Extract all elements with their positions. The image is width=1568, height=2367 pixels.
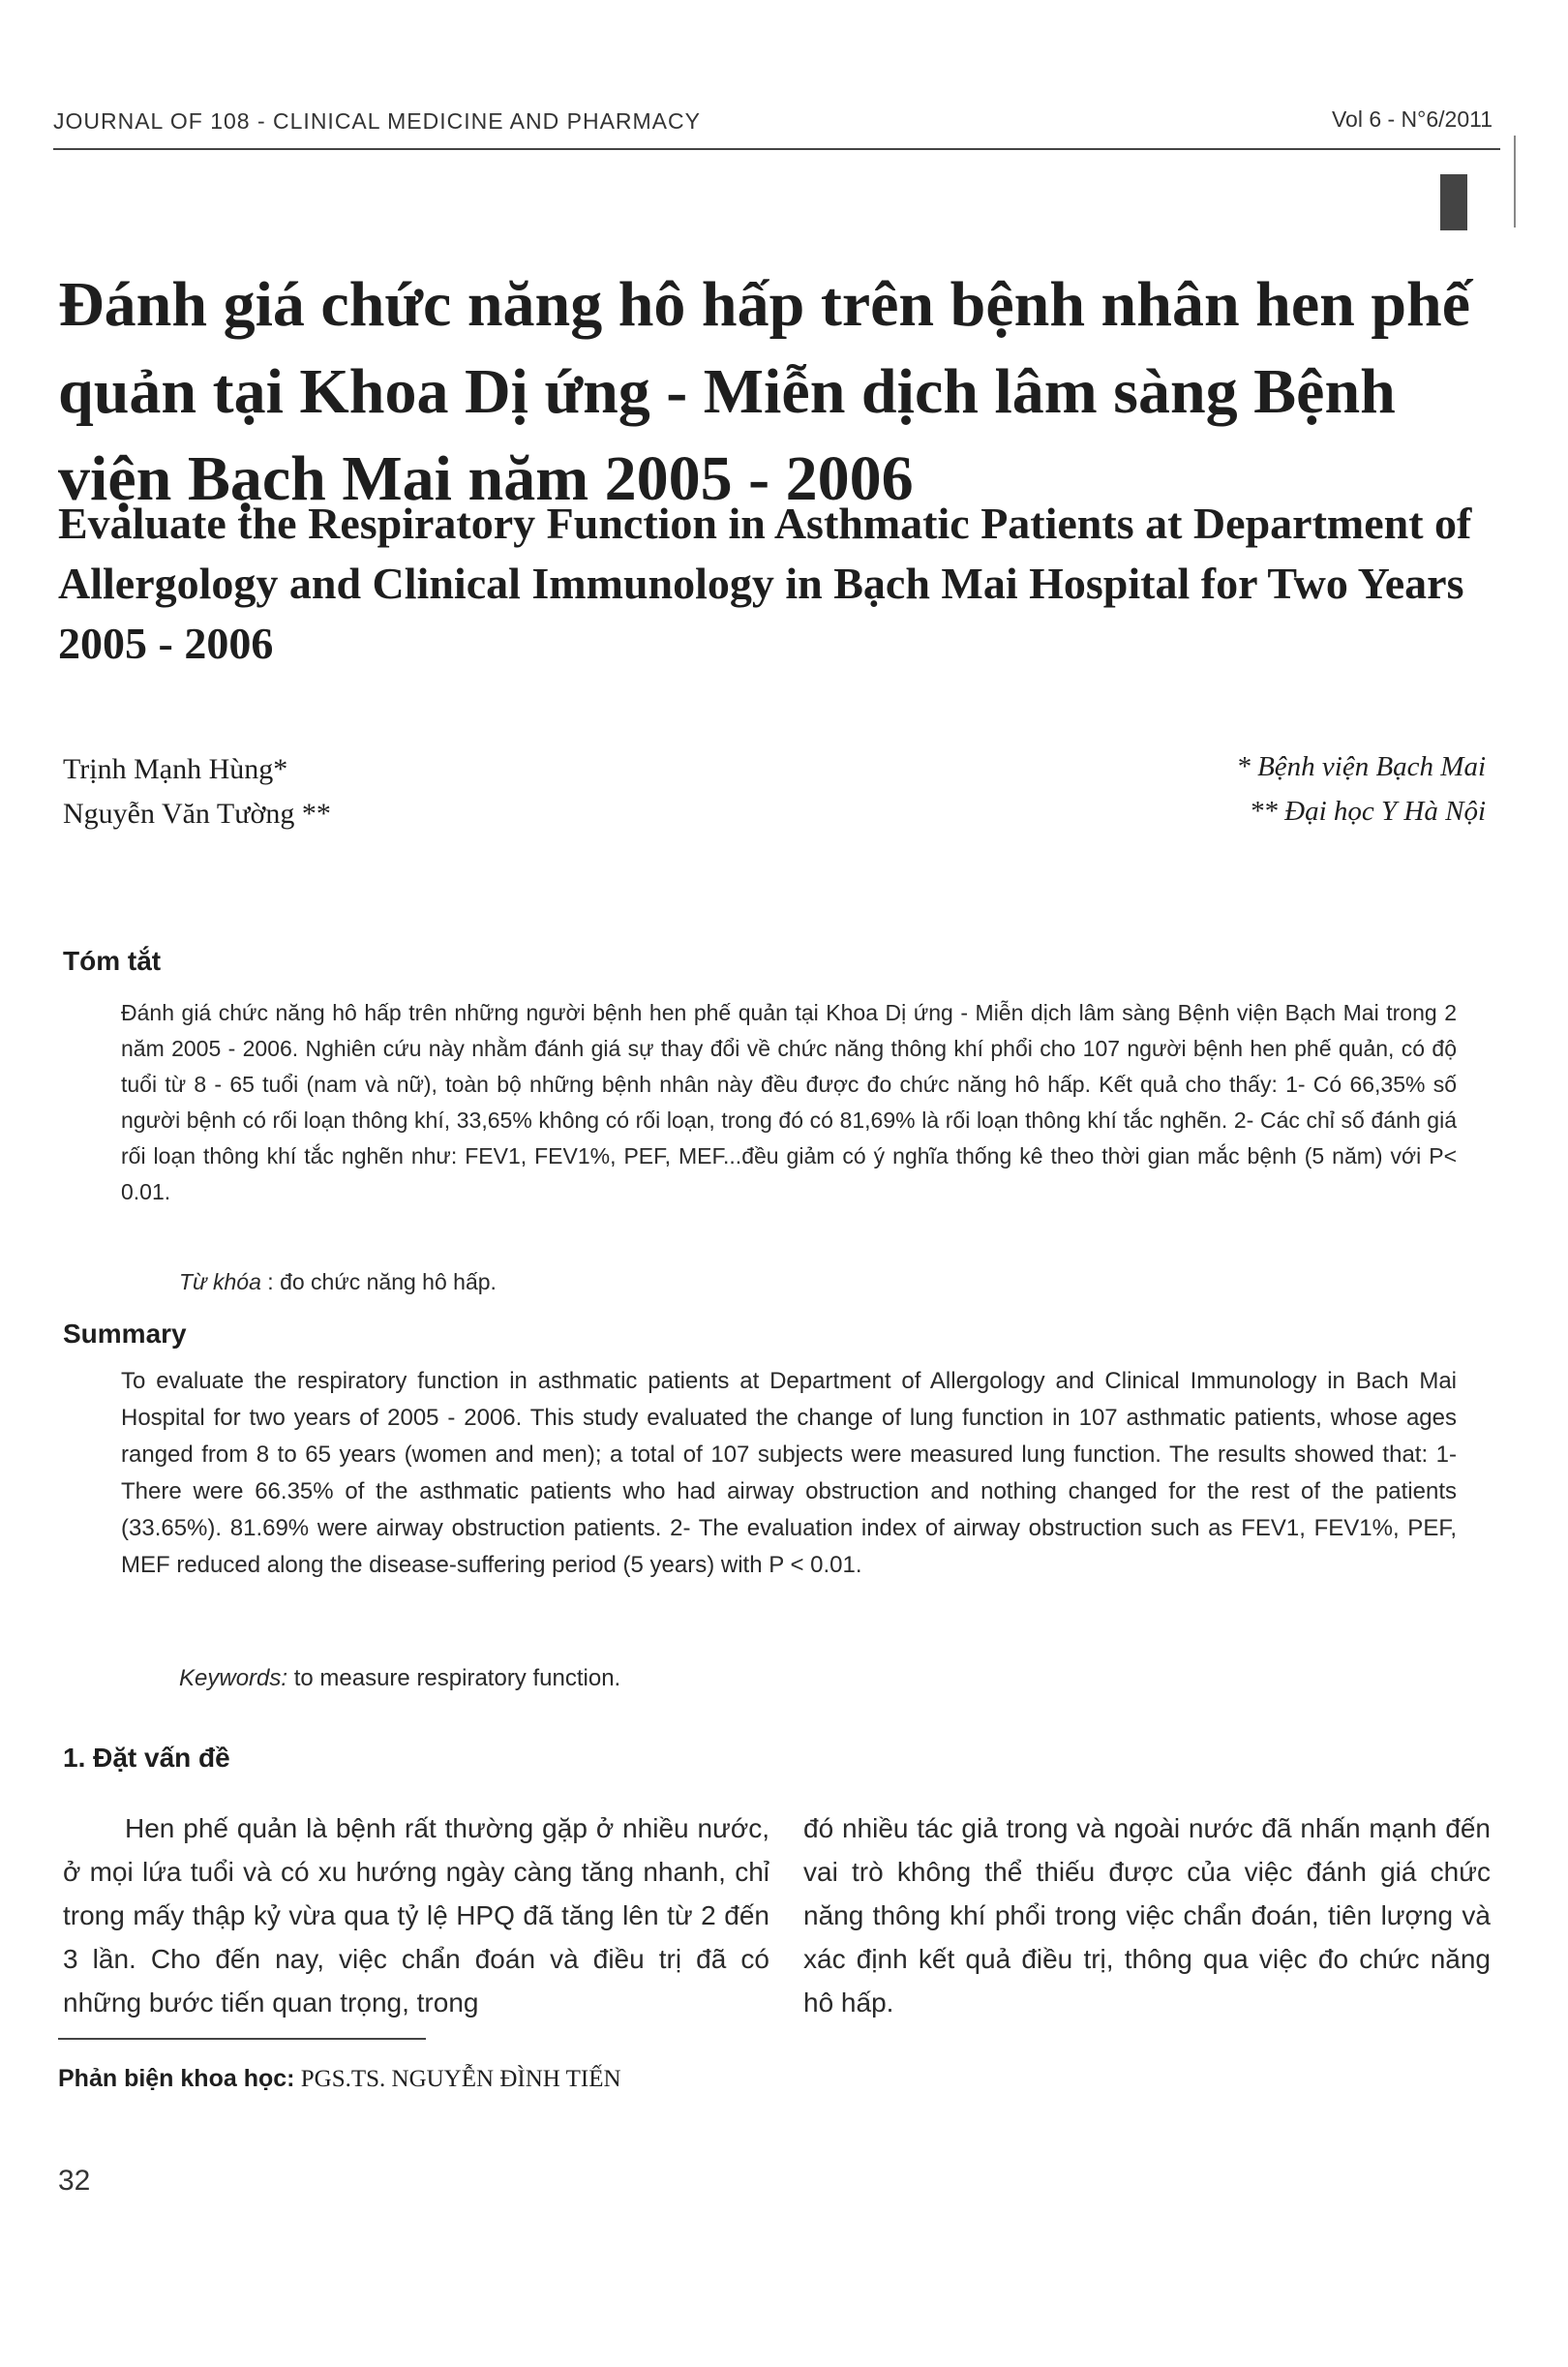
keywords-vi-value: : đo chức năng hô hấp. (260, 1269, 497, 1294)
abstract-vi-text: Đánh giá chức năng hô hấp trên những người bệnh hen phế quản tại Khoa Dị ứng - Miễn dịch lâm sàng Bệnh viện Bạch Mai trong 2 năm 2005 - 2006. Nghiên cứu này nhằm đánh giá sự thay đổi về chức năng thông khí phổi cho 107 người bệnh hen phế quản, có độ tuổi từ 8 - 65 tuổi (nam và nữ), toàn bộ những bệnh nhân này đều được đo chức năng hô hấp. Kết quả cho thấy: 1- Có 66,35% số người bệnh có rối loạn thông khí, 33,65% không có rối loạn, trong đó có 81,69% là rối loạn thông khí tắc nghẽn. 2- Các chỉ số đánh giá rối loạn thông khí tắc nghẽn như: FEV1, FEV1%, PEF, MEF...đều giảm có ý nghĩa thống kê theo thời gian mắc bệnh (5 năm) với P< 0.01. (121, 1000, 1457, 1204)
reviewer-footnote (58, 2065, 621, 2093)
author-1: Trịnh Mạnh Hùng* (63, 753, 288, 785)
page-edge-mark (1440, 174, 1467, 230)
header-rule (53, 148, 1500, 150)
page-edge-line (1514, 136, 1516, 228)
title-english: Evaluate the Respiratory Function in Asthmatic Patients at Department of Allergology and Clinical Immunology in Bạch Mai Hospital for Two Years 2005 - 2006 (58, 499, 1472, 668)
keywords-en-label: Keywords: (179, 1665, 288, 1691)
abstract-vi-heading: Tóm tắt (63, 946, 162, 976)
page-number: 32 (58, 2165, 91, 2197)
intro-column-1: Hen phế quản là bệnh rất thường gặp ở nhiều nước, ở mọi lứa tuổi và có xu hướng ngày càng tăng nhanh, chỉ trong mấy thập kỷ vừa qua tỷ lệ HPQ đã tăng lên từ 2 đến 3 lần. Cho đến nay, việc chẩn đoán và điều trị đã có những bước tiến quan trọng, trong (63, 1813, 769, 2018)
author-2: Nguyễn Văn Tường ** (63, 798, 331, 830)
keywords-en-value: to measure respiratory function. (287, 1665, 621, 1691)
title-vietnamese: Đánh giá chức năng hô hấp trên bệnh nhân hen phế quản tại Khoa Dị ứng - Miễn dịch lâm sàng Bệnh viện Bạch Mai năm 2005 - 2006 (58, 269, 1471, 514)
intro-column-2: đó nhiều tác giả trong và ngoài nước đã nhấn mạnh đến vai trò không thể thiếu được của việc đánh giá chức năng thông khí phổi trong việc chẩn đoán, tiên lượng và xác định kết quả điều trị, thông qua việc đo chức năng hô hấp. (803, 1813, 1491, 2018)
affiliation-1: * Bệnh viện Bạch Mai (1236, 751, 1486, 782)
reviewer-label: Phản biện khoa học: (58, 2065, 295, 2092)
keywords-vi-label: Từ khóa (179, 1269, 261, 1294)
running-head: JOURNAL OF 108 - CLINICAL MEDICINE AND PHARMACY (53, 108, 701, 134)
keywords-vi (179, 1269, 497, 1295)
volume-issue: Vol 6 - N°6/2011 (1331, 106, 1493, 132)
abstract-en-text: To evaluate the respiratory function in asthmatic patients at Department of Allergology and Clinical Immunology in Bach Mai Hospital for two years of 2005 - 2006. This study evaluated the change of lung function in 107 asthmatic patients, whose ages ranged from 8 to 65 years (women and men); a total of 107 subjects were measured lung function. The results showed that: 1- There were 66.35% of the asthmatic patients who had airway obstruction and nothing changed for the rest of the patients (33.65%). 81.69% were airway obstruction patients. 2- The evaluation index of airway obstruction such as FEV1, FEV1%, PEF, MEF reduced along the disease-suffering period (5 years) with P < 0.01. (121, 1368, 1457, 1578)
affiliation-2: ** Đại học Y Hà Nội (1249, 796, 1486, 827)
footnote-rule (58, 2038, 426, 2040)
section-heading-intro: 1. Đặt vấn đề (63, 1743, 230, 1773)
abstract-en-heading: Summary (63, 1319, 187, 1349)
reviewer-name: PGS.TS. NGUYỄN ĐÌNH TIẾN (294, 2066, 621, 2092)
keywords-en (179, 1665, 620, 1692)
